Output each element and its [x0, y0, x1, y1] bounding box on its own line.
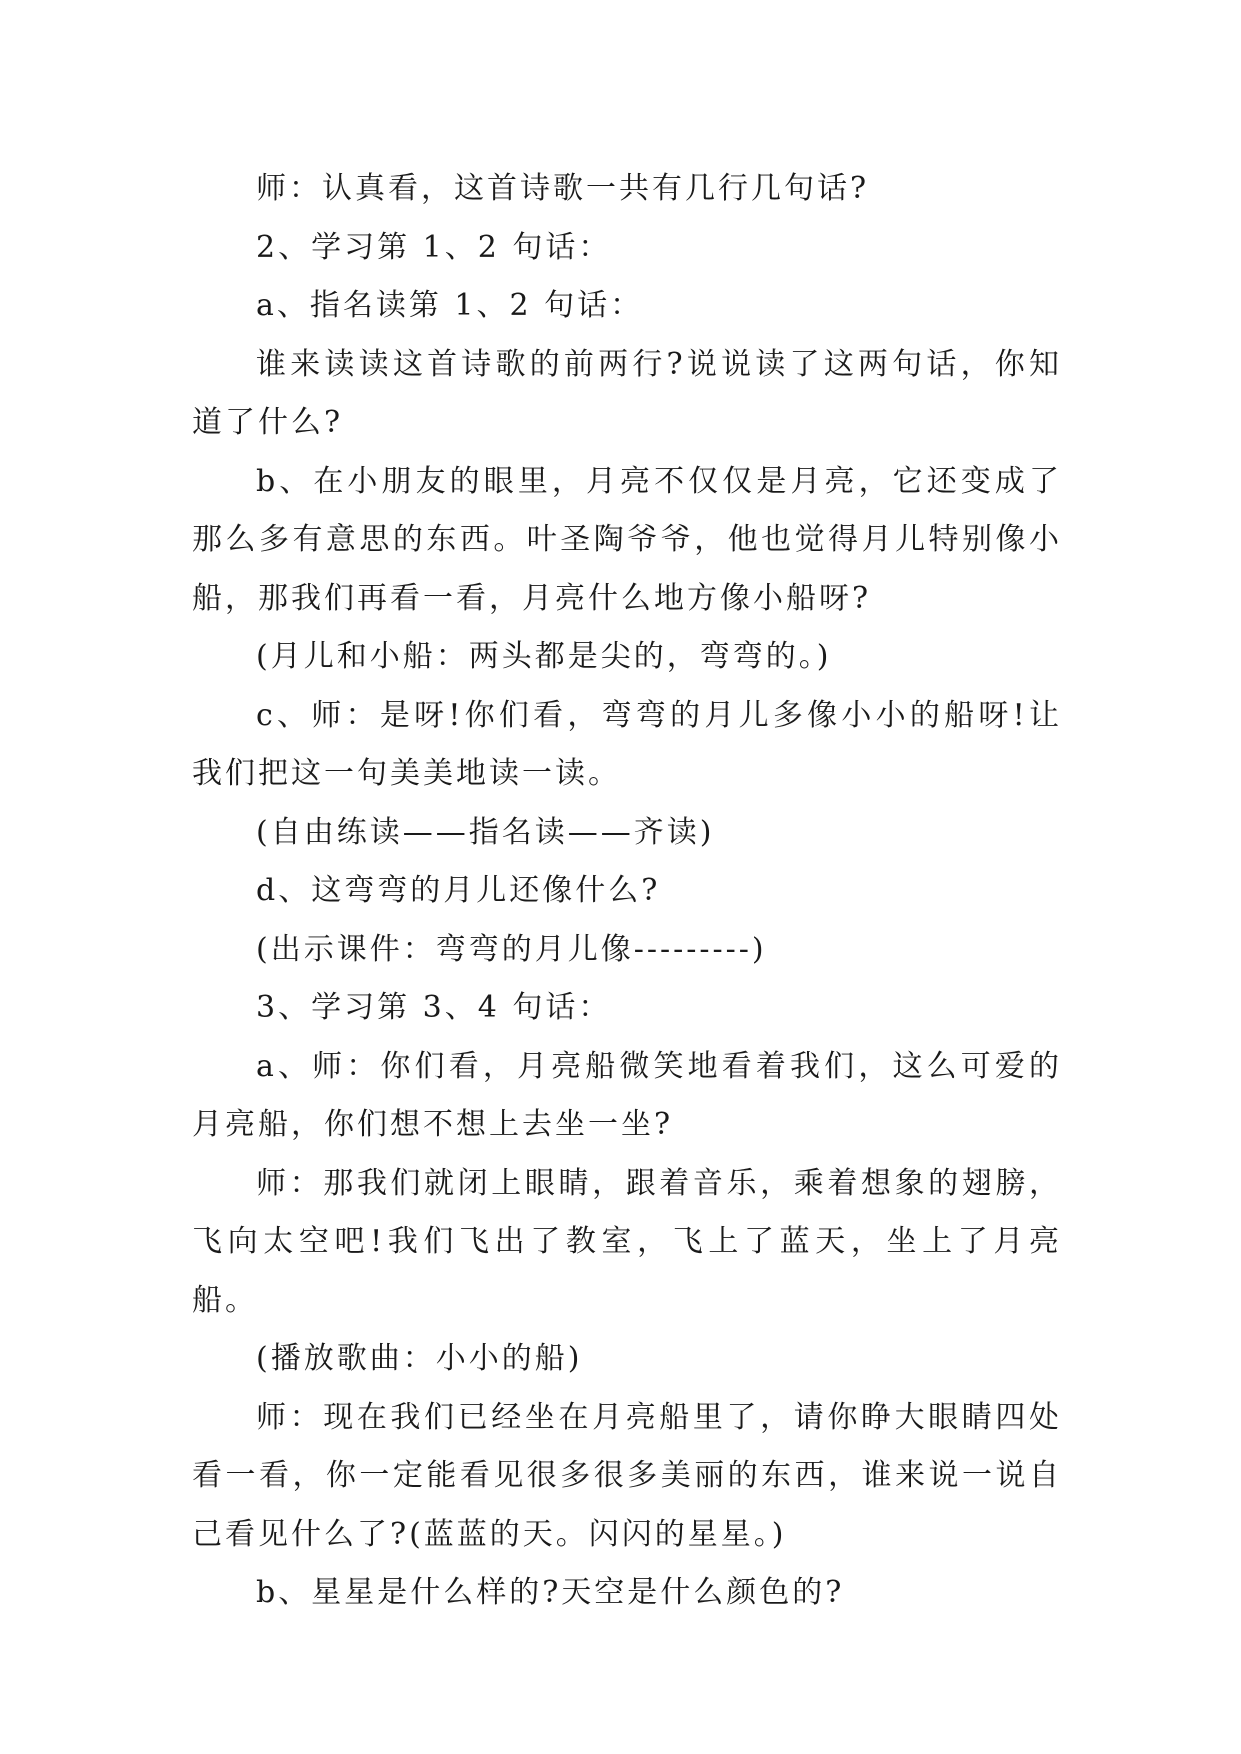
paragraph: d、这弯弯的月儿还像什么? [256, 873, 661, 908]
paragraph: 2、学习第 1、2 句话： [256, 229, 612, 265]
paragraph: 师：认真看，这首诗歌一共有几行几句话? [256, 171, 870, 206]
paragraph: b、在小朋友的眼里，月亮不仅仅是月亮，它还变成了那么多有意思的东西。叶圣陶爷爷，他也觉得月儿特别像小船，那我们再看一看，月亮什么地方像小船呀? [192, 463, 1062, 616]
paragraph: 谁来读读这首诗歌的前两行?说说读了这两句话，你知道了什么? [192, 346, 1062, 440]
paragraph: a、师：你们看，月亮船微笑地看着我们，这么可爱的月亮船，你们想不想上去坐一坐? [192, 1048, 1062, 1142]
paragraph: 师：那我们就闭上眼睛，跟着音乐，乘着想象的翅膀，飞向太空吧!我们飞出了教室，飞上了蓝天，坐上了月亮船。 [192, 1165, 1062, 1318]
paragraph: (自由练读——指名读——齐读) [256, 814, 715, 850]
paragraph: (月儿和小船：两头都是尖的，弯弯的。) [256, 639, 832, 674]
paragraph: 师：现在我们已经坐在月亮船里了，请你睁大眼睛四处看一看，你一定能看见很多很多美丽的东西，谁来说一说自己看见什么了?(蓝蓝的天。闪闪的星星。) [192, 1399, 1062, 1552]
paragraph: (出示课件：弯弯的月儿像---------) [256, 931, 767, 967]
paragraph: 3、学习第 3、4 句话： [256, 990, 612, 1025]
paragraph: a、指名读第 1、2 句话： [256, 288, 644, 323]
paragraph: b、星星是什么样的?天空是什么颜色的? [256, 1575, 845, 1610]
paragraph: (播放歌曲：小小的船) [256, 1341, 583, 1376]
paragraph: c、师：是呀!你们看，弯弯的月儿多像小小的船呀!让我们把这一句美美地读一读。 [192, 697, 1062, 791]
document-body [192, 160, 1062, 1623]
